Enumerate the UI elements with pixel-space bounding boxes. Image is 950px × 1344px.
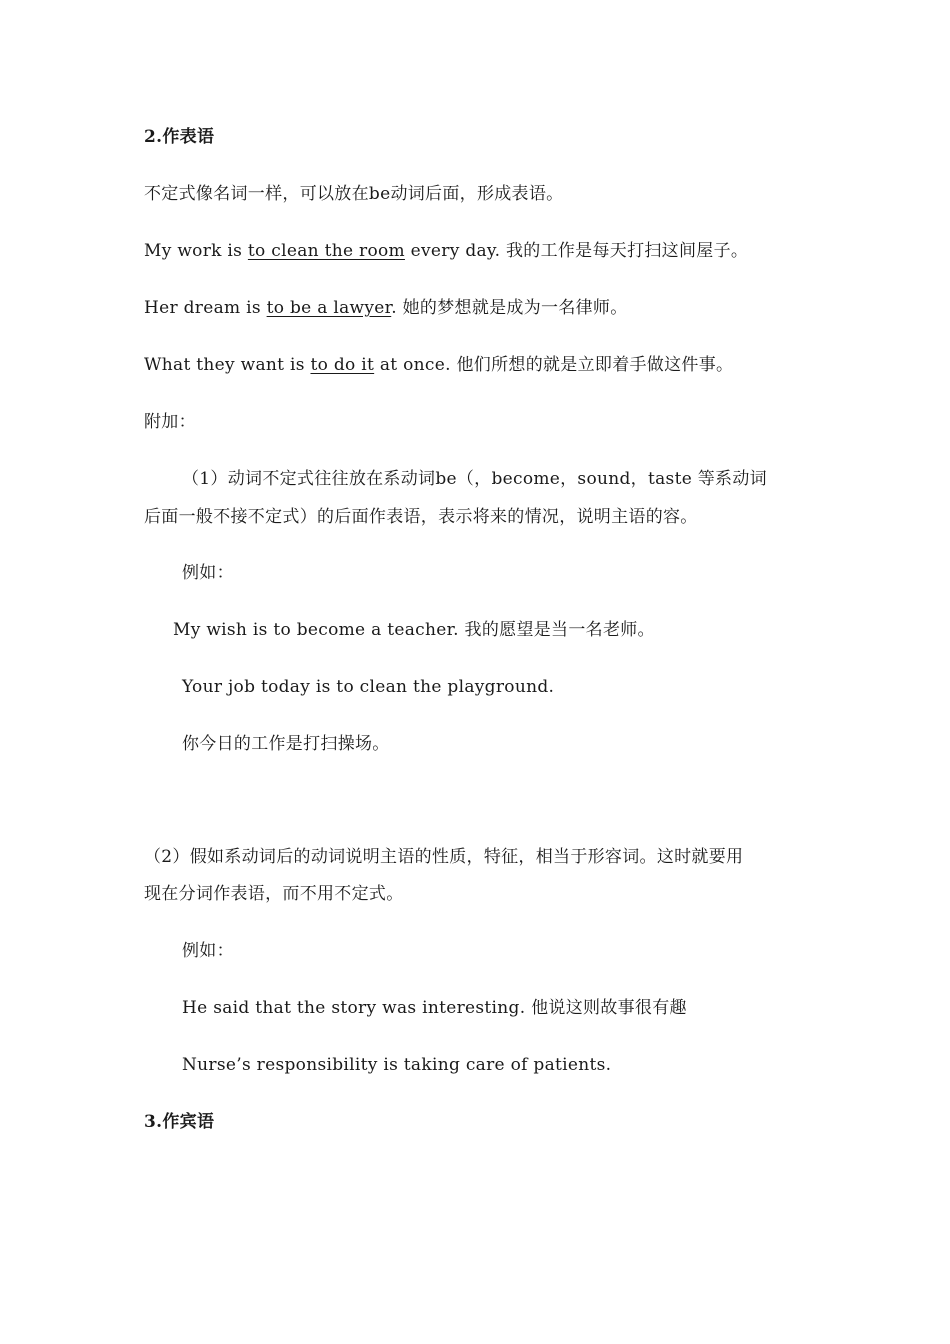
example-2-pre: Her dream is [144, 298, 267, 318]
example-3-pre: What they want is [144, 355, 311, 375]
section-heading-object: 3.作宾语 [144, 1112, 215, 1132]
example-2-post: . 她的梦想就是成为一名律师。 [391, 298, 628, 318]
intro-text: 不定式像名词一样，可以放在be动词后面，形成表语。 [144, 184, 564, 204]
note2-line2: 现在分词作表语，而不用不定式。 [144, 884, 404, 904]
note2-example-label: 例如： [182, 941, 234, 961]
example-2-underlined: to be a lawyer [266, 298, 392, 318]
note1-line1: （1）动词不定式往往放在系动词be（，become，sound，taste 等系动词 [182, 469, 767, 489]
example-sentence-2 [144, 296, 628, 320]
note2-example-1: He said that the story was interesting. 他说这则故事很有趣 [182, 998, 687, 1018]
note2-example-2: Nurse’s responsibility is taking care of patients. [182, 1055, 612, 1075]
example-sentence-1 [144, 239, 748, 263]
example-1-post: every day. 我的工作是每天打扫这间屋子。 [404, 241, 749, 261]
section-heading-predicative: 2.作表语 [144, 127, 215, 147]
example-sentence-3 [144, 353, 733, 377]
note1-line2: 后面一般不接不定式）的后面作表语，表示将来的情况，说明主语的容。 [144, 507, 698, 527]
note1-example-3: 你今日的工作是打扫操场。 [182, 734, 390, 754]
note1-example-1: My wish is to become a teacher. 我的愿望是当一名老师。 [173, 620, 655, 640]
example-1-underlined: to clean the room [247, 241, 405, 261]
example-1-pre: My work is [144, 241, 248, 261]
note1-example-label: 例如： [182, 563, 234, 583]
example-3-post: at once. 他们所想的就是立即着手做这件事。 [374, 355, 734, 375]
note1-example-2: Your job today is to clean the playground. [182, 677, 555, 697]
example-3-underlined: to do it [310, 355, 375, 375]
addendum-label: 附加： [144, 412, 196, 432]
note2-line1: （2）假如系动词后的动词说明主语的性质，特征，相当于形容词。这时就要用 [144, 847, 744, 867]
